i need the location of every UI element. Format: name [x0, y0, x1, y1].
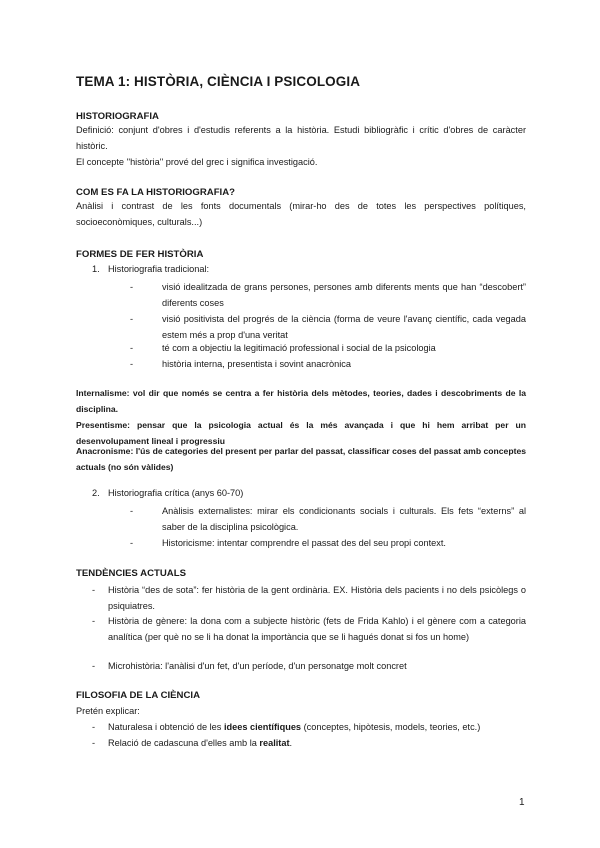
bullet-text-bold: realitat [259, 738, 290, 748]
bullet-dash: - [130, 282, 134, 292]
section-heading-com-es-fa: COM ES FA LA HISTORIOGRAFIA? [76, 187, 236, 198]
term: Anacronisme: [76, 446, 134, 456]
numbered-item-1 [92, 264, 209, 274]
bullet-text-post: . [289, 738, 293, 748]
term-text: vol dir que només se centra a fer història dels mètodes, teories, dades i descobriments de la disciplina. [76, 388, 526, 414]
list-item [130, 279, 526, 311]
internalisme-definition [76, 385, 526, 417]
bullet-text-bold: idees científiques [223, 722, 302, 732]
item-number: 1. [92, 264, 100, 274]
numbered-item-2 [92, 488, 243, 498]
bullet-text: té com a objectiu la legitimació professional i social de la psicologia [162, 343, 436, 353]
bullet-dash: - [92, 661, 96, 671]
bullet-text-pre: Naturalesa i obtenció de les [108, 722, 224, 732]
section-heading-historiografia: HISTORIOGRAFIA [76, 111, 159, 122]
bullet-dash: - [130, 343, 134, 353]
bullet-text: visió idealitzada de grans persones, persones amb diferents ments que han “descobert” diferents coses [162, 282, 526, 308]
item-label: Historiografia tradicional: [108, 264, 210, 274]
com-es-fa-paragraph: Anàlisi i contrast de les fonts documentals (mirar-ho des de totes les perspectives polítiques, socioeconòmiques, culturals...) [76, 201, 526, 227]
list-item [130, 356, 526, 372]
bullet-dash: - [130, 538, 134, 548]
bullet-text-post: (conceptes, hipòtesis, models, teories, etc.) [301, 722, 481, 732]
bullet-text: Història de gènere: la dona com a subjecte històric (fets de Frida Kahlo) i el gènere com a categoria analítica (per què no se li ha donat la importància que se li hagués donat si fos un home) [108, 616, 526, 642]
anacronisme-definition [76, 443, 526, 475]
filosofia-intro: Pretén explicar: [76, 706, 140, 716]
list-item [130, 503, 526, 535]
bullet-text: Història “des de sota”: fer història de la gent ordinària. EX. Història dels pacients i no dels psicòlegs o psiquiatres. [108, 585, 526, 611]
list-item [92, 719, 526, 735]
term: Presentisme: [76, 420, 130, 430]
definition-paragraph: Definició: conjunt d'obres i d'estudis referents a la història. Estudi bibliogràfic i crític d'obres de caràcter històric. [76, 125, 526, 151]
list-item [92, 613, 526, 645]
term: Internalisme: [76, 388, 130, 398]
bullet-text: Microhistòria: l'anàlisi d'un fet, d'un període, d'un personatge molt concret [108, 661, 407, 671]
section-heading-filosofia: FILOSOFIA DE LA CIÈNCIA [76, 690, 201, 701]
bullet-dash: - [92, 738, 96, 748]
list-item [92, 658, 526, 674]
list-item [130, 340, 526, 356]
section-heading-formes: FORMES DE FER HISTÒRIA [76, 249, 204, 260]
list-item [92, 735, 526, 751]
bullet-dash: - [130, 359, 134, 369]
bullet-text: història interna, presentista i sovint anacrònica [162, 359, 351, 369]
list-item [92, 582, 526, 614]
bullet-text: visió positivista del progrés de la ciència (forma de veure l'avanç científic, cada vegada estem més a prop d'una veritat [162, 314, 526, 340]
bullet-dash: - [130, 314, 134, 324]
section-heading-tendencies: TENDÈNCIES ACTUALS [76, 568, 186, 579]
term-text: pensar que la psicologia actual és la més avançada i que hi hem arribat per un desenvolupament lineal i progressiu [76, 420, 526, 446]
list-item [130, 535, 526, 551]
concept-paragraph: El concepte ''història'' prové del grec i significa investigació. [76, 157, 318, 167]
bullet-dash: - [92, 585, 96, 595]
item-number: 2. [92, 488, 100, 498]
bullet-dash: - [92, 722, 96, 732]
bullet-text: Historicisme: intentar comprendre el passat des del seu propi context. [162, 538, 446, 548]
page-number: 1 [519, 797, 525, 808]
bullet-dash: - [130, 506, 134, 516]
term-text: l'ús de categories del present per parlar del passat, classificar coses del passat amb conceptes actuals (no són vàlides) [76, 446, 526, 472]
item-label: Historiografia crítica (anys 60-70) [108, 488, 244, 498]
bullet-text-pre: Relació de cadascuna d'elles amb la [108, 738, 260, 748]
page-title: TEMA 1: HISTÒRIA, CIÈNCIA I PSICOLOGIA [76, 74, 361, 89]
list-item [130, 311, 526, 343]
bullet-dash: - [92, 616, 96, 626]
bullet-text: Anàlisis externalistes: mirar els condicionants socials i culturals. Els fets “externs” al saber de la disciplina psicològica. [162, 506, 526, 532]
